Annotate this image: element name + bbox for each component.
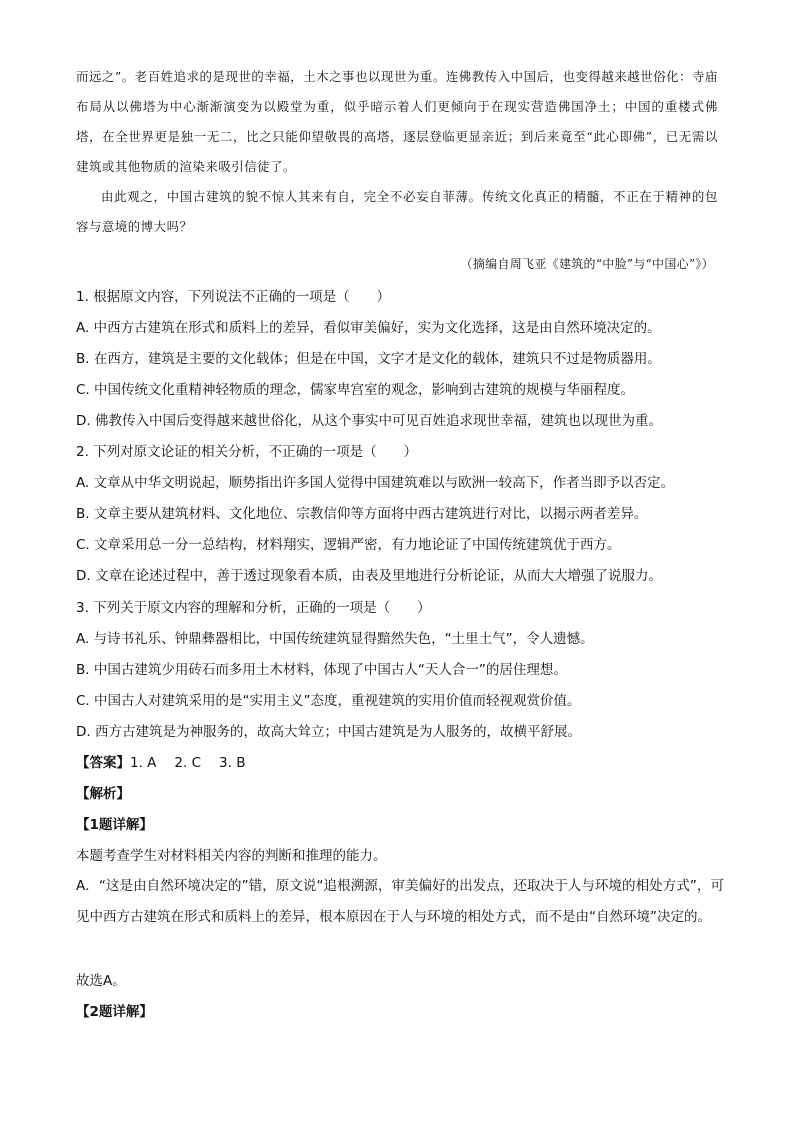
question-2-option-d: D. 文章在论述过程中，善于透过现象看本质，由表及里地进行分析论证，从而大大增强了说服力。 [76,568,662,584]
question-2-option-a: A. 文章从中华文明说起，顺势指出许多国人觉得中国建筑难以与欧洲一较高下，作者当即予以否定。 [76,475,675,491]
question-1-analysis-detail: A．“这是由自然环境决定的”错，原文说“追根溯源，审美偏好的出发点，还取决于人与环境的相处方式”，可见中西方古建筑在形式和质料上的差异，根本原因在于人与环境的相处方式，而不是由“自然环境”决定的。 [76,878,724,925]
reading-passage [76,62,718,242]
question-1-stem: 1. 根据原文内容，下列说法不正确的一项是（ ） [76,289,391,305]
question-3-option-d: D. 西方古建筑是为神服务的，故高大耸立；中国古建筑是为人服务的，故横平舒展。 [76,724,581,740]
question-3-option-c: C. 中国古人对建筑采用的是“实用主义”态度，重视建筑的实用价值而轻视观赏价值。 [76,693,581,709]
question-3-option-a: A. 与诗书礼乐、钟鼎彝器相比，中国传统建筑显得黯然失色，“土里土气”，令人遗憾。 [76,631,594,647]
question-1-option-c: C. 中国传统文化重精神轻物质的理念，儒家卑宫室的观念，影响到古建筑的规模与华丽程度。 [76,382,635,398]
question-2-stem: 2. 下列对原文论证的相关分析，不正确的一项是（ ） [76,444,418,460]
answer-item-3: 3. B [219,755,246,771]
question-2-analysis-heading: 【2题详解】 [76,1004,153,1020]
question-1-analysis-choice: 故选A。 [76,973,126,989]
passage-paragraph-1: 而远之”。老百姓追求的是现世的幸福，土木之事也以现世为重。连佛教传入中国后，也变得越来越世俗化：寺庙布局从以佛塔为中心渐渐演变为以殿堂为重，似乎暗示着人们更倾向于在现实营造佛国净土；中国的重楼式佛塔，在全世界更是独一无二，比之只能仰望敬畏的高塔，逐层登临更显亲近；到后来竟至“此心即佛”，已无需以建筑或其他物质的渲染来吸引信徒了。 [76,69,718,174]
answer-line [76,752,724,774]
answer-item-1: 1. A [130,755,157,771]
question-1-option-d: D. 佛教传入中国后变得越来越世俗化，从这个事实中可见百姓追求现世幸福，建筑也以现世为重。 [76,413,662,429]
question-1-analysis-intro: 本题考查学生对材料相关内容的判断和推理的能力。 [76,848,387,864]
question-1-analysis-heading: 【1题详解】 [76,817,153,833]
analysis-label: 【解析】 [76,786,130,802]
question-3-stem: 3. 下列关于原文内容的理解和分析，正确的一项是（ ） [76,600,431,616]
answer-item-2: 2. C [174,755,202,771]
question-2-option-c: C. 文章采用总一分一总结构，材料翔实，逻辑严密，有力地论证了中国传统建筑优于西方。 [76,537,621,553]
question-1-option-b: B. 在西方，建筑是主要的文化载体；但是在中国，文字才是文化的载体，建筑只不过是物质器用。 [76,351,661,367]
question-3-option-b: B. 中国古建筑少用砖石而多用土木材料，体现了中国古人“天人合一”的居住理想。 [76,662,567,678]
passage-paragraph-2: 由此观之，中国古建筑的貌不惊人其来有自，完全不必妄自菲薄。传统文化真正的精髓，不正在于精神的包容与意境的博大吗？ [76,189,718,234]
question-1-option-a: A. 中西方古建筑在形式和质料上的差异，看似审美偏好，实为文化选择，这是由自然环境决定的。 [76,320,661,336]
passage-source: （摘编自周飞亚《建筑的“中脸”与“中国心”》） [460,257,714,271]
question-2-option-b: B. 文章主要从建筑材料、文化地位、宗教信仰等方面将中西古建筑进行对比，以揭示两者差异。 [76,506,648,522]
answer-label: 【答案】 [76,755,130,771]
